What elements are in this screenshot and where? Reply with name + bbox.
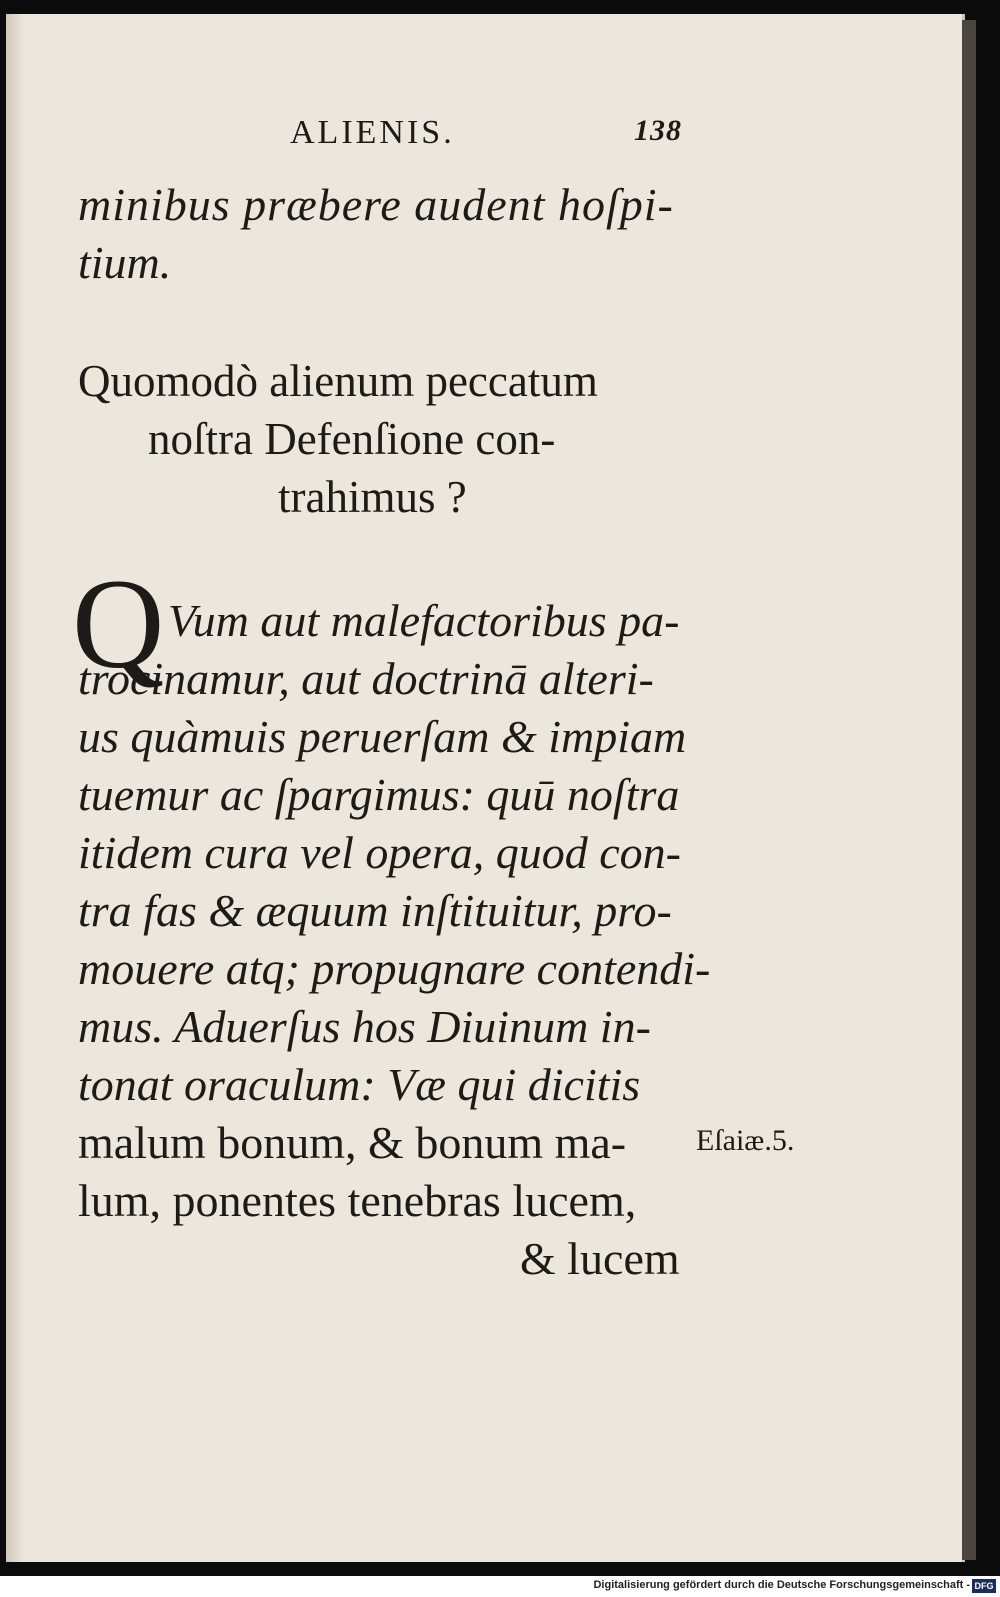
- paragraph-line: tuemur ac ſpargimus: quū noſtra: [78, 769, 680, 820]
- paragraph-line: tra fas & æquum inſtituitur, pro-: [78, 885, 672, 936]
- carryover-line: minibus præbere audent hoſpi-: [78, 179, 674, 230]
- carryover-line: tium.: [78, 237, 172, 288]
- paragraph-line: mouere atq; propugnare contendi-: [78, 943, 711, 994]
- running-head: ALIENIS.: [290, 114, 455, 151]
- footer-credit: Digitalisierung gefördert durch die Deutsche Forschungsgemeinschaft -: [593, 1579, 970, 1591]
- paragraph-line: malum bonum, & bonum ma-: [78, 1117, 627, 1168]
- section-heading-line: noſtra Defenſione con-: [148, 414, 556, 464]
- paragraph-line: itidem cura vel opera, quod con-: [78, 827, 681, 878]
- footer-bar: [0, 1576, 1000, 1597]
- drop-cap: Q: [72, 553, 165, 695]
- section-heading-line: Quomodò alienum peccatum: [78, 356, 598, 406]
- dfg-logo: DFG: [972, 1579, 996, 1593]
- paragraph-line: trocinamur, aut doctrinā alteri-: [78, 653, 654, 704]
- paragraph-line: mus. Aduerſus hos Diuinum in-: [78, 1001, 651, 1052]
- paragraph-line: lum, ponentes tenebras lucem,: [78, 1175, 637, 1226]
- page-gutter-shadow: [6, 14, 24, 1562]
- page-number: 138: [634, 114, 682, 147]
- catchword: & lucem: [520, 1233, 680, 1284]
- margin-note: Eſaiæ.5.: [696, 1124, 795, 1157]
- paragraph-line: us quàmuis peruerſam & impiam: [78, 711, 687, 762]
- page-edge: [962, 20, 976, 1560]
- paragraph-line: tonat oraculum: Væ qui dicitis: [78, 1059, 641, 1110]
- section-heading-line: trahimus ?: [278, 472, 467, 522]
- paragraph-line: Vum aut malefactoribus pa-: [168, 595, 680, 646]
